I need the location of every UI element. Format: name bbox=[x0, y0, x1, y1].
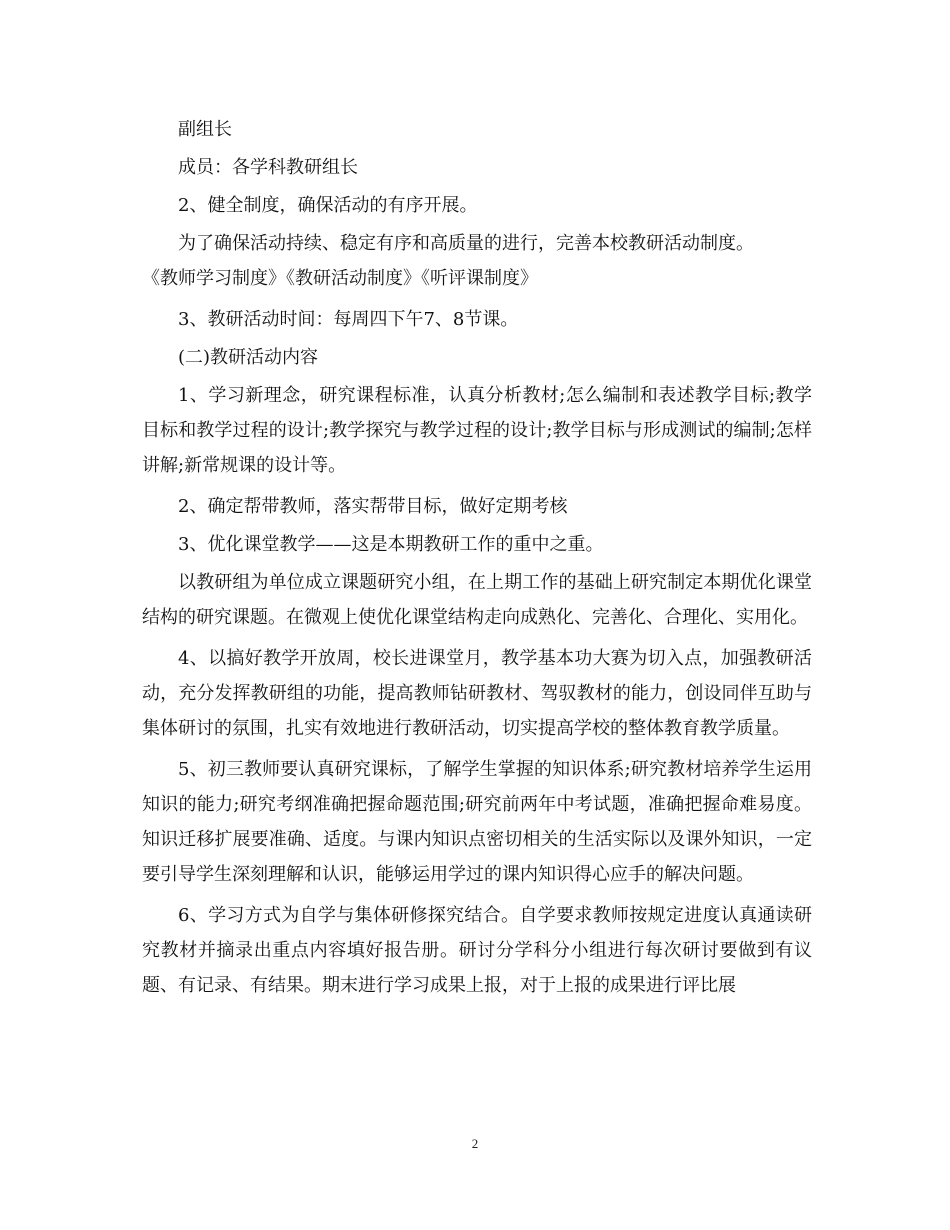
document-body bbox=[142, 112, 812, 1003]
paragraph-item-1-study: 1、学习新理念，研究课程标准，认真分析教材;怎么编制和表述教学目标;教学目标和教学过程的设计;教学探究与教学过程的设计;教学目标与形成测试的编制;怎样讲解;新常规课的设计等。 bbox=[142, 385, 812, 476]
paragraph-item-4-activities: 4、以搞好教学开放周，校长进课堂月，教学基本功大赛为切入点，加强教研活动，充分发挥教研组的功能，提高教师钻研教材、驾驭教材的能力，创设同伴互助与集体研讨的氛围，扎实有效地进行教研活动，切实提高学校的整体教育教学质量。 bbox=[142, 648, 812, 739]
paragraph-system-purpose: 为了确保活动持续、稳定有序和高质量的进行，完善本校教研活动制度。 bbox=[178, 233, 754, 254]
paragraph-deputy-leader: 副组长 bbox=[178, 119, 232, 140]
paragraph-item-3-time: 3、教研活动时间：每周四下午7、8节课。 bbox=[178, 309, 519, 330]
paragraph-research-group: 以教研组为单位成立课题研究小组，在上期工作的基础上研究制定本期优化课堂结构的研究课题。在微观上使优化课堂结构走向成熟化、完善化、合理化、实用化。 bbox=[142, 572, 812, 628]
paragraph-item-2-mentor: 2、确定帮带教师，落实帮带目标，做好定期考核 bbox=[178, 496, 568, 517]
paragraph-item-2-system: 2、健全制度，确保活动的有序开展。 bbox=[178, 195, 478, 216]
paragraph-system-names: 《教师学习制度》《教研活动制度》《听评课制度》 bbox=[142, 268, 538, 289]
paragraph-item-5-grade-three: 5、初三教师要认真研究课标，了解学生掌握的知识体系;研究教材培养学生运用知识的能力;研究考纲准确把握命题范围;研究前两年中考试题，准确把握命难易度。知识迁移扩展要准确、适度。与课内知识点密切相关的生活实际以及课外知识，一定要引导学生深刻理解和认识，能够运用学过的课内知识得心应手的解决问题。 bbox=[142, 759, 812, 885]
paragraph-members: 成员：各学科教研组长 bbox=[178, 157, 358, 178]
paragraph-item-3-optimize: 3、优化课堂教学——这是本期教研工作的重中之重。 bbox=[178, 534, 604, 555]
page-number: 2 bbox=[471, 1136, 479, 1151]
section-heading-content: (二)教研活动内容 bbox=[178, 347, 319, 368]
paragraph-item-6-learning-mode: 6、学习方式为自学与集体研修探究结合。自学要求教师按规定进度认真通读研究教材并摘录出重点内容填好报告册。研讨分学科分小组进行每次研讨要做到有议题、有记录、有结果。期末进行学习成果上报，对于上报的成果进行评比展 bbox=[142, 905, 812, 996]
